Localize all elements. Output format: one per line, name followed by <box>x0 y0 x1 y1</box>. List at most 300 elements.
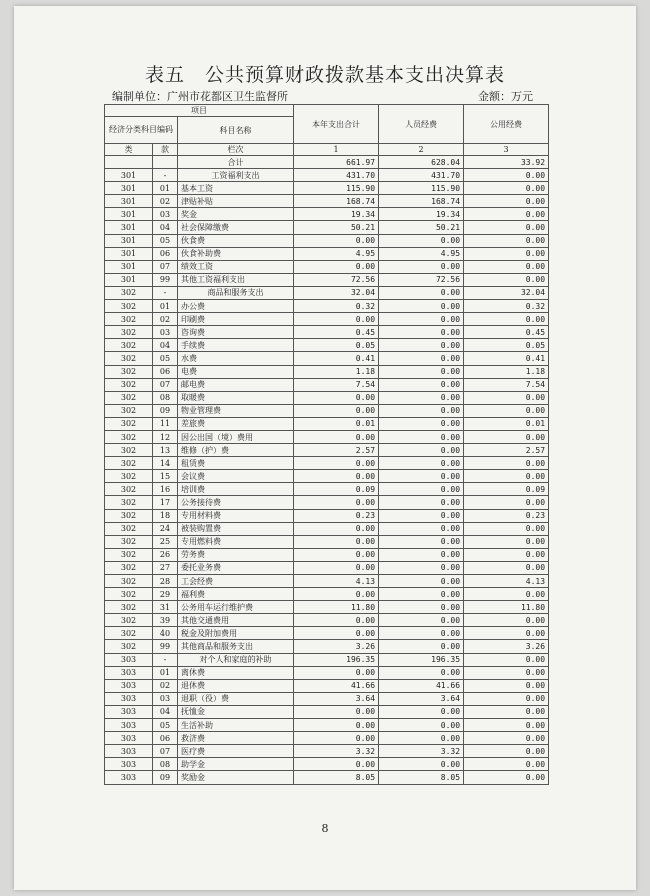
table-row <box>105 575 549 588</box>
table-row <box>105 313 549 326</box>
row-lei: 302 <box>105 352 153 365</box>
row-personnel: 0.00 <box>379 640 464 653</box>
row-personnel: 50.21 <box>379 221 464 234</box>
row-lei: 301 <box>105 221 153 234</box>
row-subject-name: 医疗费 <box>178 745 294 758</box>
row-personnel: 0.00 <box>379 286 464 299</box>
row-total: 0.00 <box>294 522 379 535</box>
table-row <box>105 260 549 273</box>
row-subject-name: 税金及附加费用 <box>178 627 294 640</box>
row-total: 0.00 <box>294 404 379 417</box>
row-kuan: 02 <box>153 195 178 208</box>
row-public: 1.18 <box>464 365 549 378</box>
row-kuan: 03 <box>153 692 178 705</box>
row-kuan: 07 <box>153 745 178 758</box>
row-personnel: 0.00 <box>379 758 464 771</box>
row-kuan: 06 <box>153 365 178 378</box>
row-lei: 302 <box>105 300 153 313</box>
row-personnel: 0.00 <box>379 313 464 326</box>
row-total: 0.00 <box>294 719 379 732</box>
table-row <box>105 208 549 221</box>
row-subject-name: 抚恤金 <box>178 705 294 718</box>
row-personnel: 0.00 <box>379 719 464 732</box>
row-total: 72.56 <box>294 273 379 286</box>
table-row <box>105 732 549 745</box>
row-public: 0.00 <box>464 535 549 548</box>
row-personnel: 19.34 <box>379 208 464 221</box>
table-row <box>105 640 549 653</box>
row-total: 0.00 <box>294 313 379 326</box>
row-subject-name: 专用燃料费 <box>178 535 294 548</box>
row-personnel: 115.90 <box>379 182 464 195</box>
row-total: 0.00 <box>294 260 379 273</box>
row-personnel: 0.00 <box>379 417 464 430</box>
row-public: 0.00 <box>464 692 549 705</box>
row-subject-name: 伙食费 <box>178 234 294 247</box>
row-total: 0.32 <box>294 300 379 313</box>
row-subject-name: 租赁费 <box>178 457 294 470</box>
compiling-unit: 编制单位：广州市花都区卫生监督所 <box>112 90 288 103</box>
row-personnel: 4.95 <box>379 247 464 260</box>
row-total: 3.32 <box>294 745 379 758</box>
row-lei: 302 <box>105 339 153 352</box>
row-subject-name: 培训费 <box>178 483 294 496</box>
row-total: 11.80 <box>294 601 379 614</box>
row-total: 19.34 <box>294 208 379 221</box>
row-public: 0.00 <box>464 260 549 273</box>
header-lei: 类 <box>105 144 153 156</box>
row-total: 0.05 <box>294 339 379 352</box>
row-public: 0.00 <box>464 771 549 784</box>
row-total: 4.13 <box>294 575 379 588</box>
table-row <box>105 457 549 470</box>
row-personnel: 3.32 <box>379 745 464 758</box>
row-public: 0.00 <box>464 705 549 718</box>
row-total: 3.64 <box>294 692 379 705</box>
row-public: 0.00 <box>464 496 549 509</box>
row-kuan: 07 <box>153 378 178 391</box>
row-kuan: 06 <box>153 732 178 745</box>
row-total: 0.00 <box>294 666 379 679</box>
row-total: 115.90 <box>294 182 379 195</box>
row-lei: 302 <box>105 391 153 404</box>
row-subject-name: 委托业务费 <box>178 561 294 574</box>
row-kuan: 02 <box>153 313 178 326</box>
row-kuan: 15 <box>153 470 178 483</box>
table-row <box>105 378 549 391</box>
table-row <box>105 339 549 352</box>
table-row <box>105 601 549 614</box>
row-kuan: 05 <box>153 234 178 247</box>
row-lei: 303 <box>105 705 153 718</box>
row-subject-name: 印刷费 <box>178 313 294 326</box>
header-item: 项目 <box>105 105 294 117</box>
row-kuan: 27 <box>153 561 178 574</box>
table-row <box>105 273 549 286</box>
row-personnel: 0.00 <box>379 601 464 614</box>
row-total: 196.35 <box>294 653 379 666</box>
row-total: 3.26 <box>294 640 379 653</box>
row-personnel: 0.00 <box>379 548 464 561</box>
row-subject-name: 其他工资福利支出 <box>178 273 294 286</box>
row-subject-name: 工资福利支出 <box>178 169 294 182</box>
row-subject-name: 劳务费 <box>178 548 294 561</box>
row-kuan: 18 <box>153 509 178 522</box>
row-subject-name: 伙食补助费 <box>178 247 294 260</box>
row-personnel: 8.05 <box>379 771 464 784</box>
table-row <box>105 195 549 208</box>
row-public: 0.00 <box>464 719 549 732</box>
table-row <box>105 300 549 313</box>
row-kuan: 14 <box>153 457 178 470</box>
row-public: 0.41 <box>464 352 549 365</box>
document-title: 表五 公共预算财政拨款基本支出决算表 <box>144 64 505 86</box>
row-lei: 302 <box>105 313 153 326</box>
row-kuan: 04 <box>153 221 178 234</box>
row-subject-name: 邮电费 <box>178 378 294 391</box>
row-total: 1.18 <box>294 365 379 378</box>
row-subject-name: 被装购置费 <box>178 522 294 535</box>
row-personnel: 0.00 <box>379 326 464 339</box>
row-kuan: 01 <box>153 182 178 195</box>
row-subject-name: 离休费 <box>178 666 294 679</box>
table-row <box>105 509 549 522</box>
row-public: 0.32 <box>464 300 549 313</box>
table-row <box>105 430 549 443</box>
row-personnel: 0.00 <box>379 666 464 679</box>
row-kuan: 07 <box>153 260 178 273</box>
row-total: 41.66 <box>294 679 379 692</box>
row-kuan: 03 <box>153 326 178 339</box>
table-row <box>105 286 549 299</box>
row-public: 32.04 <box>464 286 549 299</box>
table-row <box>105 561 549 574</box>
row-total: 0.00 <box>294 457 379 470</box>
row-kuan: 99 <box>153 640 178 653</box>
row-personnel: 0.00 <box>379 470 464 483</box>
row-total: 0.01 <box>294 417 379 430</box>
table-row <box>105 535 549 548</box>
table-row <box>105 758 549 771</box>
header-public: 公用经费 <box>464 105 549 144</box>
row-subject-name: 专用材料费 <box>178 509 294 522</box>
row-kuan: 02 <box>153 679 178 692</box>
row-subject-name: 手续费 <box>178 339 294 352</box>
row-lei: 301 <box>105 208 153 221</box>
row-public: 11.80 <box>464 601 549 614</box>
row-personnel: 0.00 <box>379 561 464 574</box>
row-public: 0.00 <box>464 548 549 561</box>
row-lei: 301 <box>105 247 153 260</box>
row-lei: 302 <box>105 470 153 483</box>
row-personnel: 0.00 <box>379 339 464 352</box>
row-public: 0.00 <box>464 561 549 574</box>
table-row <box>105 496 549 509</box>
row-personnel: 0.00 <box>379 391 464 404</box>
row-subject-name: 绩效工资 <box>178 260 294 273</box>
row-kuan: 16 <box>153 483 178 496</box>
row-personnel: 0.00 <box>379 483 464 496</box>
row-lei: 303 <box>105 758 153 771</box>
header-total: 本年支出合计 <box>294 105 379 144</box>
row-subject-name: 生活补助 <box>178 719 294 732</box>
expenditure-table <box>104 104 549 785</box>
row-kuan: 12 <box>153 430 178 443</box>
row-total: 0.00 <box>294 705 379 718</box>
row-public: 0.00 <box>464 208 549 221</box>
row-subject-name: 公务用车运行维护费 <box>178 601 294 614</box>
row-personnel: 0.00 <box>379 705 464 718</box>
row-lei: 302 <box>105 430 153 443</box>
row-lei: 302 <box>105 404 153 417</box>
row-lei: 302 <box>105 457 153 470</box>
row-lei: 302 <box>105 575 153 588</box>
row-lei: 302 <box>105 365 153 378</box>
row-total: 2.57 <box>294 444 379 457</box>
row-public: 0.00 <box>464 430 549 443</box>
row-lei: 301 <box>105 195 153 208</box>
row-public: 0.00 <box>464 588 549 601</box>
header-kuan: 款 <box>153 144 178 156</box>
row-lei: 303 <box>105 745 153 758</box>
row-subject-name: 退休费 <box>178 679 294 692</box>
row-lei: 302 <box>105 496 153 509</box>
table-row <box>105 352 549 365</box>
row-total: 50.21 <box>294 221 379 234</box>
row-public: 0.00 <box>464 679 549 692</box>
header-col2: 2 <box>379 144 464 156</box>
row-public: 0.09 <box>464 483 549 496</box>
row-total: 0.00 <box>294 470 379 483</box>
table-row <box>105 247 549 260</box>
row-public: 0.23 <box>464 509 549 522</box>
row-personnel: 3.64 <box>379 692 464 705</box>
row-subject-name: 工会经费 <box>178 575 294 588</box>
row-subject-name: 取暖费 <box>178 391 294 404</box>
row-kuan: 01 <box>153 300 178 313</box>
table-row <box>105 169 549 182</box>
row-personnel: 0.00 <box>379 732 464 745</box>
row-total: 8.05 <box>294 771 379 784</box>
row-public: 0.00 <box>464 470 549 483</box>
table-row <box>105 182 549 195</box>
row-subject-name: 救济费 <box>178 732 294 745</box>
row-lei: 302 <box>105 640 153 653</box>
row-kuan: 11 <box>153 417 178 430</box>
row-public: 0.00 <box>464 457 549 470</box>
row-kuan: - <box>153 653 178 666</box>
row-subject-name: 助学金 <box>178 758 294 771</box>
row-lei: 302 <box>105 614 153 627</box>
row-total: 0.45 <box>294 326 379 339</box>
row-subject-name: 咨询费 <box>178 326 294 339</box>
row-personnel: 72.56 <box>379 273 464 286</box>
row-kuan: 39 <box>153 614 178 627</box>
row-total: 0.00 <box>294 627 379 640</box>
row-public: 0.00 <box>464 627 549 640</box>
row-lei: 301 <box>105 169 153 182</box>
row-subject-name: 电费 <box>178 365 294 378</box>
row-kuan: 17 <box>153 496 178 509</box>
row-public: 0.00 <box>464 404 549 417</box>
row-total: 661.97 <box>294 156 379 169</box>
row-personnel: 0.00 <box>379 627 464 640</box>
row-personnel: 628.04 <box>379 156 464 169</box>
row-total: 168.74 <box>294 195 379 208</box>
page-number: 8 <box>321 822 329 835</box>
row-personnel: 196.35 <box>379 653 464 666</box>
row-public: 0.00 <box>464 313 549 326</box>
table-row <box>105 588 549 601</box>
row-public: 0.00 <box>464 182 549 195</box>
header-subject-name: 科目名称 <box>178 117 294 144</box>
row-public: 0.00 <box>464 653 549 666</box>
table-row <box>105 522 549 535</box>
row-total: 431.70 <box>294 169 379 182</box>
row-total: 0.00 <box>294 535 379 548</box>
table-row <box>105 444 549 457</box>
row-lei: 301 <box>105 234 153 247</box>
row-subject-name: 维修（护）费 <box>178 444 294 457</box>
row-personnel: 0.00 <box>379 496 464 509</box>
row-subject-name: 基本工资 <box>178 182 294 195</box>
row-total: 0.00 <box>294 391 379 404</box>
row-public: 0.00 <box>464 391 549 404</box>
row-total: 4.95 <box>294 247 379 260</box>
row-public: 0.00 <box>464 758 549 771</box>
row-lei: 302 <box>105 509 153 522</box>
row-public: 4.13 <box>464 575 549 588</box>
row-public: 7.54 <box>464 378 549 391</box>
row-total: 32.04 <box>294 286 379 299</box>
row-personnel: 0.00 <box>379 614 464 627</box>
row-total: 0.00 <box>294 561 379 574</box>
row-lei: 301 <box>105 273 153 286</box>
row-lei: 303 <box>105 653 153 666</box>
row-subject-name: 商品和服务支出 <box>178 286 294 299</box>
table-row <box>105 771 549 784</box>
table-row <box>105 221 549 234</box>
header-col-label: 栏次 <box>178 144 294 156</box>
header-col3: 3 <box>464 144 549 156</box>
table-row <box>105 719 549 732</box>
row-lei: 303 <box>105 771 153 784</box>
row-personnel: 431.70 <box>379 169 464 182</box>
row-subject-name: 津贴补贴 <box>178 195 294 208</box>
row-kuan: 28 <box>153 575 178 588</box>
row-personnel: 0.00 <box>379 509 464 522</box>
table-row <box>105 627 549 640</box>
row-subject-name: 奖励金 <box>178 771 294 784</box>
row-lei: 303 <box>105 666 153 679</box>
row-personnel: 0.00 <box>379 535 464 548</box>
header-personnel: 人员经费 <box>379 105 464 144</box>
row-public: 0.45 <box>464 326 549 339</box>
row-public: 0.00 <box>464 273 549 286</box>
row-subject-name: 社会保障缴费 <box>178 221 294 234</box>
row-kuan: 04 <box>153 339 178 352</box>
row-lei: 302 <box>105 627 153 640</box>
row-subject-name: 退职（役）费 <box>178 692 294 705</box>
row-personnel: 0.00 <box>379 260 464 273</box>
row-lei: 301 <box>105 260 153 273</box>
table-row <box>105 548 549 561</box>
row-public: 0.00 <box>464 522 549 535</box>
row-subject-name: 水费 <box>178 352 294 365</box>
table-row <box>105 666 549 679</box>
row-personnel: 0.00 <box>379 430 464 443</box>
table-row <box>105 679 549 692</box>
table-row <box>105 614 549 627</box>
row-kuan: 09 <box>153 404 178 417</box>
row-subject-name: 对个人和家庭的补助 <box>178 653 294 666</box>
row-subject-name: 福利费 <box>178 588 294 601</box>
row-lei: 302 <box>105 548 153 561</box>
row-subject-name: 因公出国（境）费用 <box>178 430 294 443</box>
row-kuan: 24 <box>153 522 178 535</box>
row-kuan: 99 <box>153 273 178 286</box>
row-public: 3.26 <box>464 640 549 653</box>
row-subject-name: 差旅费 <box>178 417 294 430</box>
row-kuan: 08 <box>153 391 178 404</box>
amount-unit: 金额：万元 <box>478 90 533 103</box>
row-subject-name: 奖金 <box>178 208 294 221</box>
row-total: 0.41 <box>294 352 379 365</box>
row-kuan: 26 <box>153 548 178 561</box>
row-personnel: 0.00 <box>379 588 464 601</box>
row-total: 0.09 <box>294 483 379 496</box>
row-kuan: 06 <box>153 247 178 260</box>
table-row <box>105 745 549 758</box>
row-personnel: 0.00 <box>379 404 464 417</box>
row-personnel: 0.00 <box>379 300 464 313</box>
row-kuan: 31 <box>153 601 178 614</box>
row-kuan: 01 <box>153 666 178 679</box>
header-econ-class: 经济分类科目编码 <box>105 117 178 144</box>
row-total: 0.00 <box>294 588 379 601</box>
row-public: 33.92 <box>464 156 549 169</box>
row-total: 0.23 <box>294 509 379 522</box>
row-kuan: - <box>153 286 178 299</box>
row-personnel: 0.00 <box>379 522 464 535</box>
row-lei: 303 <box>105 692 153 705</box>
row-personnel: 41.66 <box>379 679 464 692</box>
row-public: 0.00 <box>464 247 549 260</box>
row-lei: 301 <box>105 182 153 195</box>
row-personnel: 0.00 <box>379 234 464 247</box>
row-lei: 302 <box>105 561 153 574</box>
row-total: 0.00 <box>294 732 379 745</box>
header-col1: 1 <box>294 144 379 156</box>
table-row <box>105 391 549 404</box>
row-lei: 302 <box>105 326 153 339</box>
row-lei: 302 <box>105 483 153 496</box>
table-row <box>105 404 549 417</box>
row-kuan: 13 <box>153 444 178 457</box>
row-public: 0.00 <box>464 169 549 182</box>
table-row <box>105 692 549 705</box>
row-kuan: 25 <box>153 535 178 548</box>
row-total: 0.00 <box>294 614 379 627</box>
row-total: 0.00 <box>294 430 379 443</box>
table-row <box>105 705 549 718</box>
row-lei: 302 <box>105 588 153 601</box>
row-kuan: 29 <box>153 588 178 601</box>
row-lei: 302 <box>105 417 153 430</box>
row-kuan: 40 <box>153 627 178 640</box>
row-public: 0.00 <box>464 745 549 758</box>
row-subject-name: 物业管理费 <box>178 404 294 417</box>
